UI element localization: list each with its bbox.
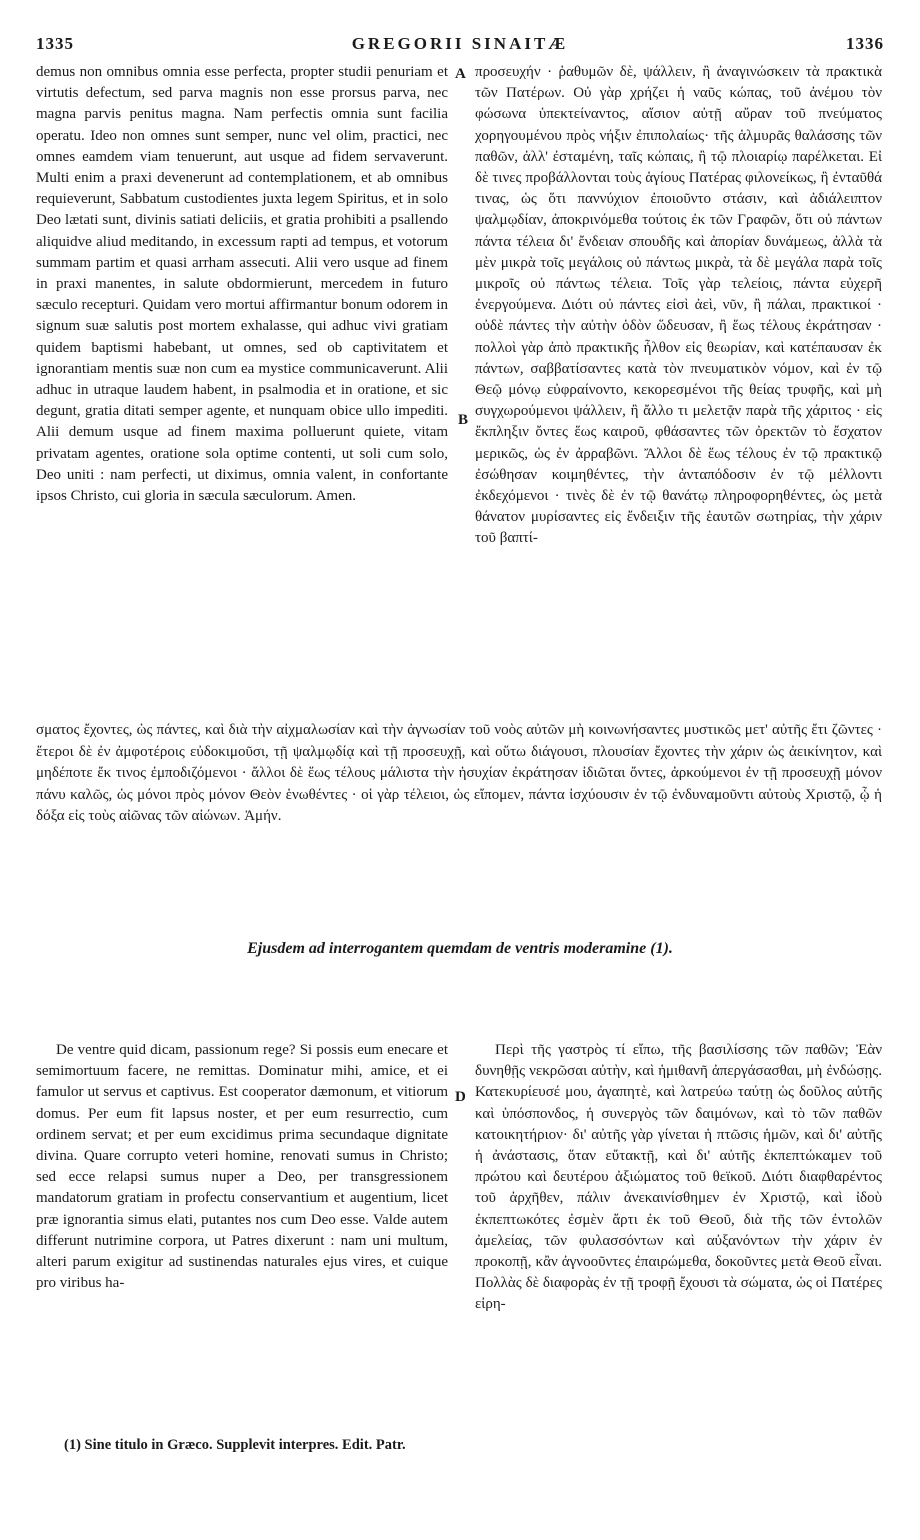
greek-paragraph: προσευχήν · ῥαθυμῶν δὲ, ψάλλειν, ἢ ἀναγινώσκειν τὰ πρακτικὰ τῶν Πατέρων. Οὐ γὰρ χρήζει ἡ ναῦς κώπας, τοῦ ἀνέμου τὸν φώσωνα ὑπεκτείναντος, αἴσιον αὐτῇ αὔραν τοῦ πνεύματος χορηγουμένου πρὸς νήξιν ἐπιπολαίως· τῆς ἁλμυρᾶς θαλάσσης τῶν παθῶν, ἀλλ' ἐσταμένη, ταῖς κώπαις, ἢ τῷ πλοιαρίῳ παρέλκεται. Εἰ δὲ τινες προβάλλονται τοὺς ἁγίους Πατέρας φιλονείκως, ἢ ἐνταῦθά τινας, ὡς ὅτι παννύχιον ἐποιοῦντο στάσιν, καὶ ἀδιάλειπτον ψαλμῳδίαν, ἀποκρινόμεθα τούτοις ἐκ τῶν Γραφῶν, ὅτι οὐ πάντων πάντα τέλεια δι' ἔνδειαν σπουδῆς καὶ ἀπορίαν δυνάμεως, ἀλλὰ τὰ μὲν μικρὰ τοῖς μεγάλοις οὐ πάντως μικρὰ, τὰ δὲ μεγάλα παρὰ τοῖς μικροῖς οὐ πάντως τέλεια. Τοῖς γὰρ τελείοις, πάντα εὐχερῆ ἐνεργούμενα. Διότι οὐ πάντες εἰσὶ ἀεὶ, νῦν, ἢ πάλαι, πρακτικοί · οὐδὲ πάντες τὴν αὐτὴν ὁδὸν ὥδευσαν, ἢ ἕως τέλους ἐκράτησαν · πολλοὶ γὰρ ἀπὸ πρακτικῆς ἦλθον εἰς θεωρίαν, καὶ κατέπαυσαν ἐκ πάντων, σαββατίσαντες κατὰ τὸν πνευματικὸν νόμον, καὶ ἐν τῷ Θεῷ μόνῳ εὐφραίνοντο, κεκορεσμένοι τῆς θείας τρυφῆς, καὶ μὴ συγχωρούμενοι ψάλλειν, ἢ ἄλλο τι μελετᾷν παρὰ τῆς χάριτος · εἰς ἔκπληξιν ὄντες ἕως καιροῦ, φθάσαντες τῶν ὀρεκτῶν τὸ ἔσχατον μερικῶς, ὡς ἐν ἀρραβῶνι. Ἄλλοι δὲ ἕως τέλους ἐν τῷ πρακτικῷ ἐσώθησαν κοιμηθέντες, τὴν ἀνταπόδοσιν ἐν τῷ μέλλοντι ἐκδεχόμενοι · τινὲς δὲ ἐν τῷ θανάτῳ πληροφορηθέντες, ὡς μετὰ θάνατον μυρίσαντες εἰς ἔνδειξιν τῆς ἑαυτῶν σωτηρίας, τὴν χάριν τοῦ βαπτί- [475,64,882,547]
page-number-right: 1336 [846,34,884,53]
latin-paragraph: De ventre quid dicam, passionum rege? Si possis eum enecare et semimortuum facere, ne remittas. Dominatur mihi, amice, et ei famulor ut servus et captivus. Est cooperator dæmonum, et vitiorum domus. Per eum fit lapsus noster, et per eum resurrectio, cum ordinem servat; et per eum excidimus prima secundaque dignitate divina. Quare corrupto veteri homine, renovati sumus in Christo; sed ecce relapsi sumus nuper a Deo, per transgressionem mandatorum gratiam in profectu conservantium et augentium, licet præ ignorantia simus elati, putantes nos cum Deo esse. Valde autem differunt nutrimine corpora, ut Patres dixerunt : nam uni multum, alteri parum exigitur ad sustinendas naturales ejus vires, et cuique pro viribus ha- [36,1042,448,1292]
margin-marker-b: B [458,412,469,428]
running-title: GREGORII SINAITÆ [351,34,569,53]
greek-fullwidth-paragraph: σματος ἔχοντες, ὡς πάντες, καὶ διὰ τὴν αἰχμαλωσίαν καὶ τὴν ἀγνωσίαν τοῦ νοὸς αὐτῶν μὴ κοινωνήσαντες μυστικῶς μετ' αὐτῆς ἔτι ζῶντες · ἕτεροι δὲ ἐν ἀμφοτέροις εὐδοκιμοῦσι, τῇ ψαλμῳδίᾳ καὶ τῇ προσευχῇ, καὶ οὕτω διάγουσι, πλουσίαν ἔχοντες τὴν χάριν ὡς ἀεικίνητον, καὶ μηδέποτε ἔκ τινος ἐμποδιζόμενοι · ἄλλοι δὲ ἕως τέλους μάλιστα τὴν ἡσυχίαν ἐκράτησαν ἰδιῶται ὄντες, ἀρκούμενοι ἐν τῇ προσευχῇ μόνον πάνυ καλῶς, ὡς μόνοι πρὸς μόνον Θεὸν ἑνωθέντες · οἱ γὰρ τέλειοι, ὡς εἴπομεν, πάντα ἰσχύουσιν ἐν τῷ ἐνδυναμοῦντι αὐτοὺς Χριστῷ, ᾧ ἡ δόξα εἰς τοὺς αἰῶνας τῶν αἰώνων. Ἀμήν. [36,722,882,824]
latin-column-2 [36,1040,448,1294]
greek-paragraph: Περὶ τῆς γαστρὸς τί εἴπω, τῆς βασιλίσσης τῶν παθῶν; Ἐὰν δυνηθῇς νεκρῶσαι αὐτὴν, καὶ ἡμιθανῆ ἀπεργάσασθαι, μὴ ἐνδώσῃς. Κατεκυρίευσέ μου, ἀγαπητὲ, καὶ λατρεύω ταύτῃ ὡς δοῦλος αὐτῆς καὶ ὑπόσπονδος, ἡ συνεργὸς τῶν δαιμόνων, καὶ τὸ τῶν παθῶν κατοικητήριον· δι' αὐτῆς γὰρ γίνεται ἡ πτῶσις ἡμῶν, καὶ δι' αὐτῆς ἡ ἀνάστασις, ὅταν εὔτακτῇ, καὶ δι' αὐτῆς ἐκπεπτώκαμεν τοῦ πρώτου καὶ δευτέρου ἀξιώματος τοῦ θεϊκοῦ. Διότι διαφθαρέντος τοῦ ἀρχῆθεν, πάλιν ἀνεκαινίσθημεν ἐν Χριστῷ, καὶ ἰδοὺ ἐκπεπτωκότες ἐσμὲν ἄρτι ἐκ τοῦ Θεοῦ, διὰ τῆς τῶν ἐντολῶν ἀμελείας, τῶν φυλασσόντων καὶ αὐξανόντων τὴν χάριν ἐν προκοπῇ, κἂν ἀγνοοῦντες ἐπαιρώμεθα, δοκοῦντες μετὰ Θεοῦ εἶναι. Πολλὰς δὲ διαφορὰς ἐν τῇ τροφῇ ἔχουσι τὰ σώματα, ὡς οἱ Πατέρες εἰρη- [475,1042,882,1313]
latin-paragraph: demus non omnibus omnia esse perfecta, propter studii penuriam et virtutis defectum, sed parva magnis non esse prorsus parva, nec magna parvis penitus magna. Nam perfectis omnia sunt facilia operatu. Ideo non omnes sunt semper, nunc vel olim, practici, nec omnes eamdem viam tenuerunt, aut usque ad fidem servaverunt. Multi enim a praxi devenerunt ad contemplationem, et ab omnibus requieverunt, Sabbatum custodientes juxta legem Spiritus, et in solo Deo lætati sunt, divinis satiati deliciis, et gratia prohibiti a psallendo aliquidve aliud meditando, in excessum rapti ad tempus, et votorum summam partim et quasi arrham assecuti. Alii vero usque ad finem in praxi manentes, in salute obdormierunt, mercedem in futuro sæculo recepturi. Quidam vero mortui affirmantur bonum odorem in signum suæ salutis post mortem exhalasse, qui adhuc vivi gratiam quidem baptismi habebant, ut omnes, sed ob captivitatem et ignorantiam mentis suæ non cum ea mystice communicaverunt. Alii adhuc in utraque laudem habent, in psalmodia et in oratione, et sic degunt, gratia ditati semper agente, et nunquam obice ullo impediti. Alii demum usque ad finem maxima polluerunt quiete, vitam privatam agentes, oratione sola optime contenti, ut soli cum solo, Deo uniti : nam perfecti, ut diximus, omnia valent, in confortante ipsos Christo, cui gloria in sæcula sæculorum. Amen. [36,64,448,505]
greek-fullwidth-block [36,720,882,828]
section-title: Ejusdem ad interrogantem quemdam de ventris moderamine (1). [247,940,673,957]
footnote: (1) Sine titulo in Græco. Supplevit interpres. Edit. Patr. [64,1437,406,1453]
margin-marker-a: A [455,66,466,82]
greek-column-1 [475,62,882,550]
latin-column-1 [36,62,448,507]
greek-column-2 [475,1040,882,1316]
page-number-left: 1335 [36,34,74,53]
margin-marker-d: D [455,1089,466,1105]
